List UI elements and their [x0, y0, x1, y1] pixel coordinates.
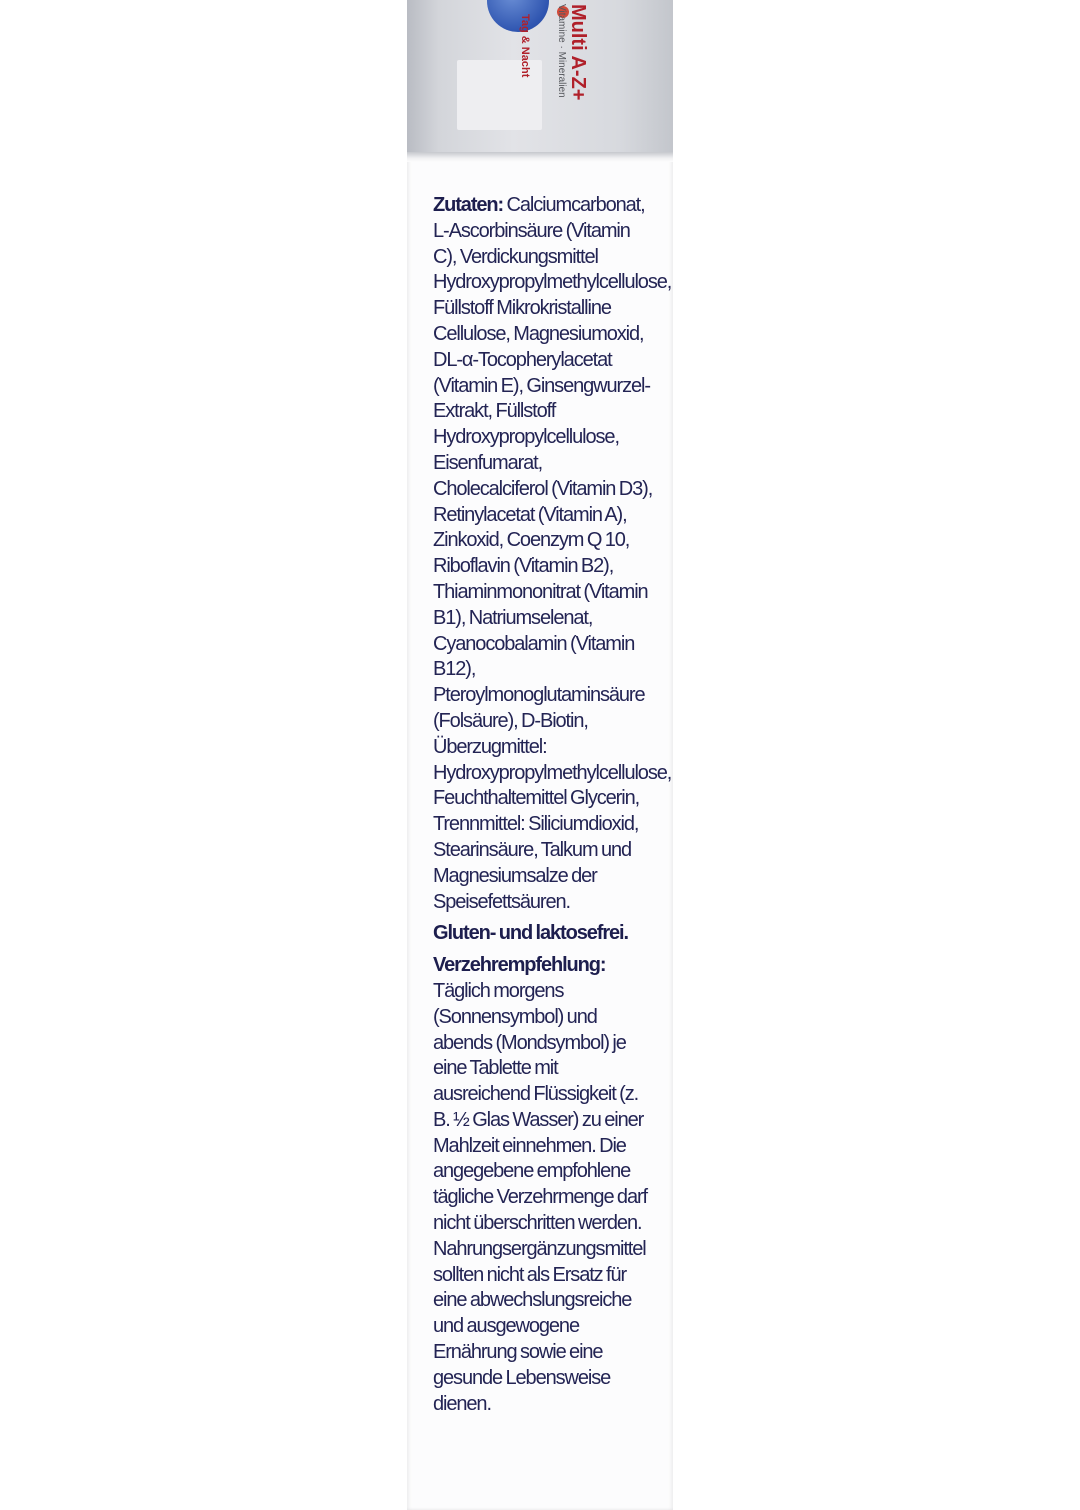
flap-product-name: Multi A-Z+ — [567, 4, 589, 101]
recommendation-heading: Verzehrempfehlung: — [433, 954, 606, 977]
flap-sub-text: Vitamine · Mineralien — [556, 4, 567, 98]
brand-logo-icon — [487, 0, 549, 32]
recommendation-text: Täglich morgens (Sonnensymbol) und abends (Mondsymbol) je eine Tablette mit ausreichend Flüssigkeit (z. B. ½ Glas Wasser) zu einer Mahlzeit einnehmen. Die angegebene empfohlene tägliche Verzehrmenge darf nicht überschritten werden. Nahrungsergänzungsmittel sollten nicht als Ersatz für eine abwechslungsreiche und ausgewogene Ernährung sowie eine gesunde Lebensweise dienen. — [433, 979, 647, 1415]
package-top-flap — [407, 0, 673, 158]
ingredients-text: Calciumcarbonat, L-Ascorbinsäure (Vitamin C), Verdickungsmittel Hydroxypropylmethylcellulose, Füllstoff Mikrokristalline Cellulose, Magnesiumoxid, DL-α-Tocopherylacetat (Vitamin E), Ginsengwurzel-Extrakt, Füllstoff Hydroxypropylcellulose, Eisenfumarat, Cholecalciferol (Vitamin D3), Retinylacetat (Vitamin A), Zinkoxid, Coenzym Q 10, Riboflavin (Vitamin B2), Thiaminmononitrat (Vitamin B1), Natriumselenat, Cyanocobalamin (Vitamin B12), Pteroylmonoglutaminsäure (Folsäure), D-Biotin, Überzugmittel: Hydroxypropylmethylcellulose, Feuchthaltemittel Glycerin, Trennmittel: Siliciumdioxid, Stearinsäure, Talkum und Magnesiumsalze der Speisefettsäuren. — [433, 194, 672, 913]
ingredients-heading: Zutaten: — [433, 194, 504, 216]
flap-fold-edge — [407, 152, 673, 162]
label-text-block — [433, 193, 672, 1417]
gluten-lactose-note: Gluten- und laktosefrei. — [433, 922, 628, 945]
flap-red-text: Tag & Nacht — [519, 14, 531, 78]
ingredients-paragraph — [433, 193, 672, 915]
